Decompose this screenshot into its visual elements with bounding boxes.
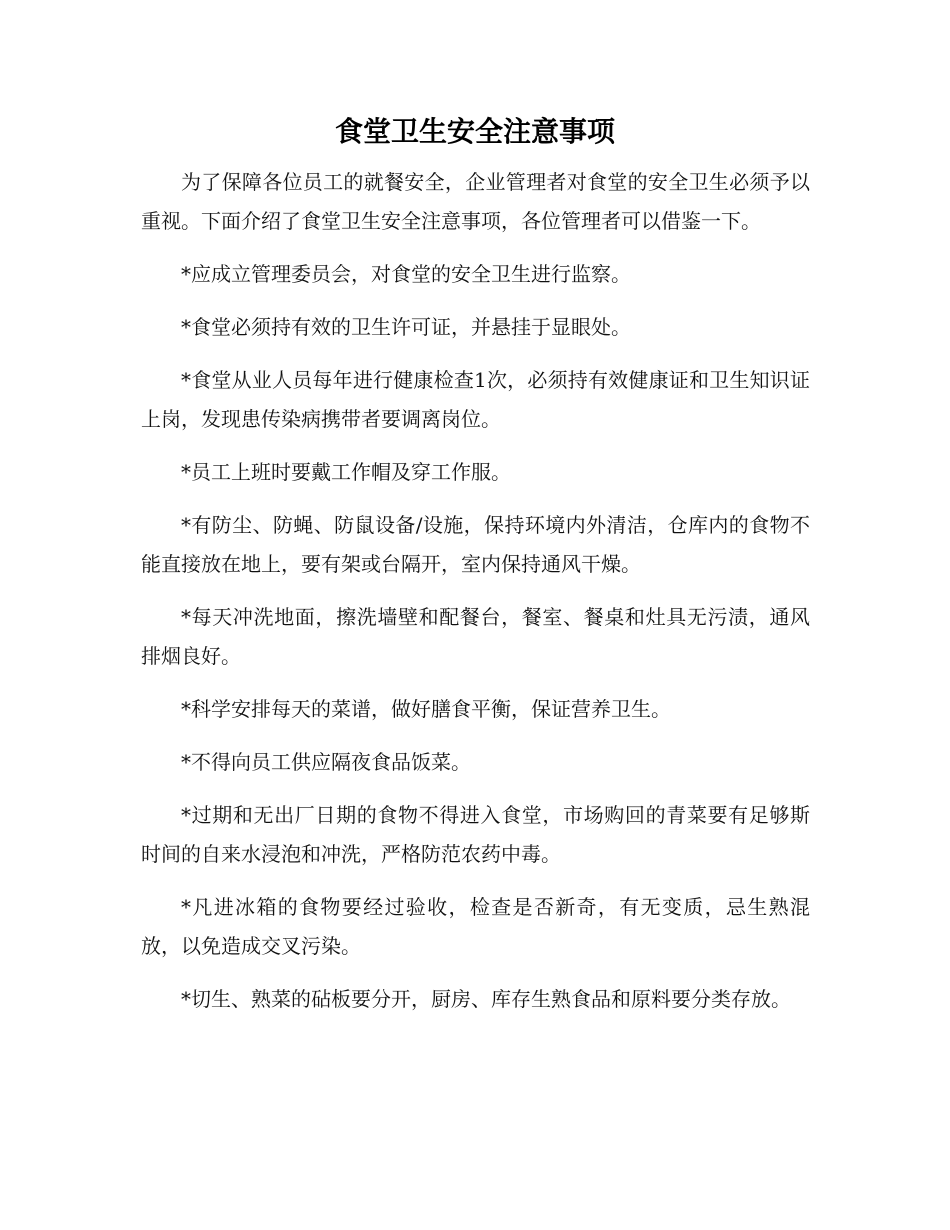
list-item: *科学安排每天的菜谱，做好膳食平衡，保证营养卫生。	[181, 697, 671, 721]
list-item: *切生、熟菜的砧板要分开，厨房、库存生熟食品和原料要分类存放。	[181, 987, 791, 1011]
document-body	[141, 163, 810, 1033]
list-item: *凡进冰箱的食物要经过验收，检查是否新奇，有无变质，忌生熟混放，以免造成交叉污染。	[141, 895, 810, 958]
document-title: 食堂卫生安全注意事项	[334, 115, 615, 148]
intro-paragraph: 为了保障各位员工的就餐安全，企业管理者对食堂的安全卫生必须予以重视。下面介绍了食堂卫生安全注意事项，各位管理者可以借鉴一下。	[141, 170, 810, 233]
list-item: *每天冲洗地面，擦洗墙壁和配餐台，餐室、餐桌和灶具无污渍，通风排烟良好。	[141, 605, 810, 668]
list-item: *过期和无出厂日期的食物不得进入食堂，市场购回的青菜要有足够斯时间的自来水浸泡和冲洗，严格防范农药中毒。	[141, 803, 810, 866]
list-item: *不得向员工供应隔夜食品饭菜。	[181, 750, 471, 774]
list-item: *员工上班时要戴工作帽及穿工作服。	[181, 460, 511, 484]
list-item: *有防尘、防蝇、防鼠设备/设施，保持环境内外清洁，仓库内的食物不能直接放在地上，要有架或台隔开，室内保持通风干燥。	[141, 513, 810, 576]
list-item: *食堂必须持有效的卫生许可证，并悬挂于显眼处。	[181, 315, 631, 339]
list-item: *应成立管理委员会，对食堂的安全卫生进行监察。	[181, 262, 631, 286]
list-item: *食堂从业人员每年进行健康检查1次，必须持有效健康证和卫生知识证上岗，发现患传染病携带者要调离岗位。	[141, 368, 810, 431]
